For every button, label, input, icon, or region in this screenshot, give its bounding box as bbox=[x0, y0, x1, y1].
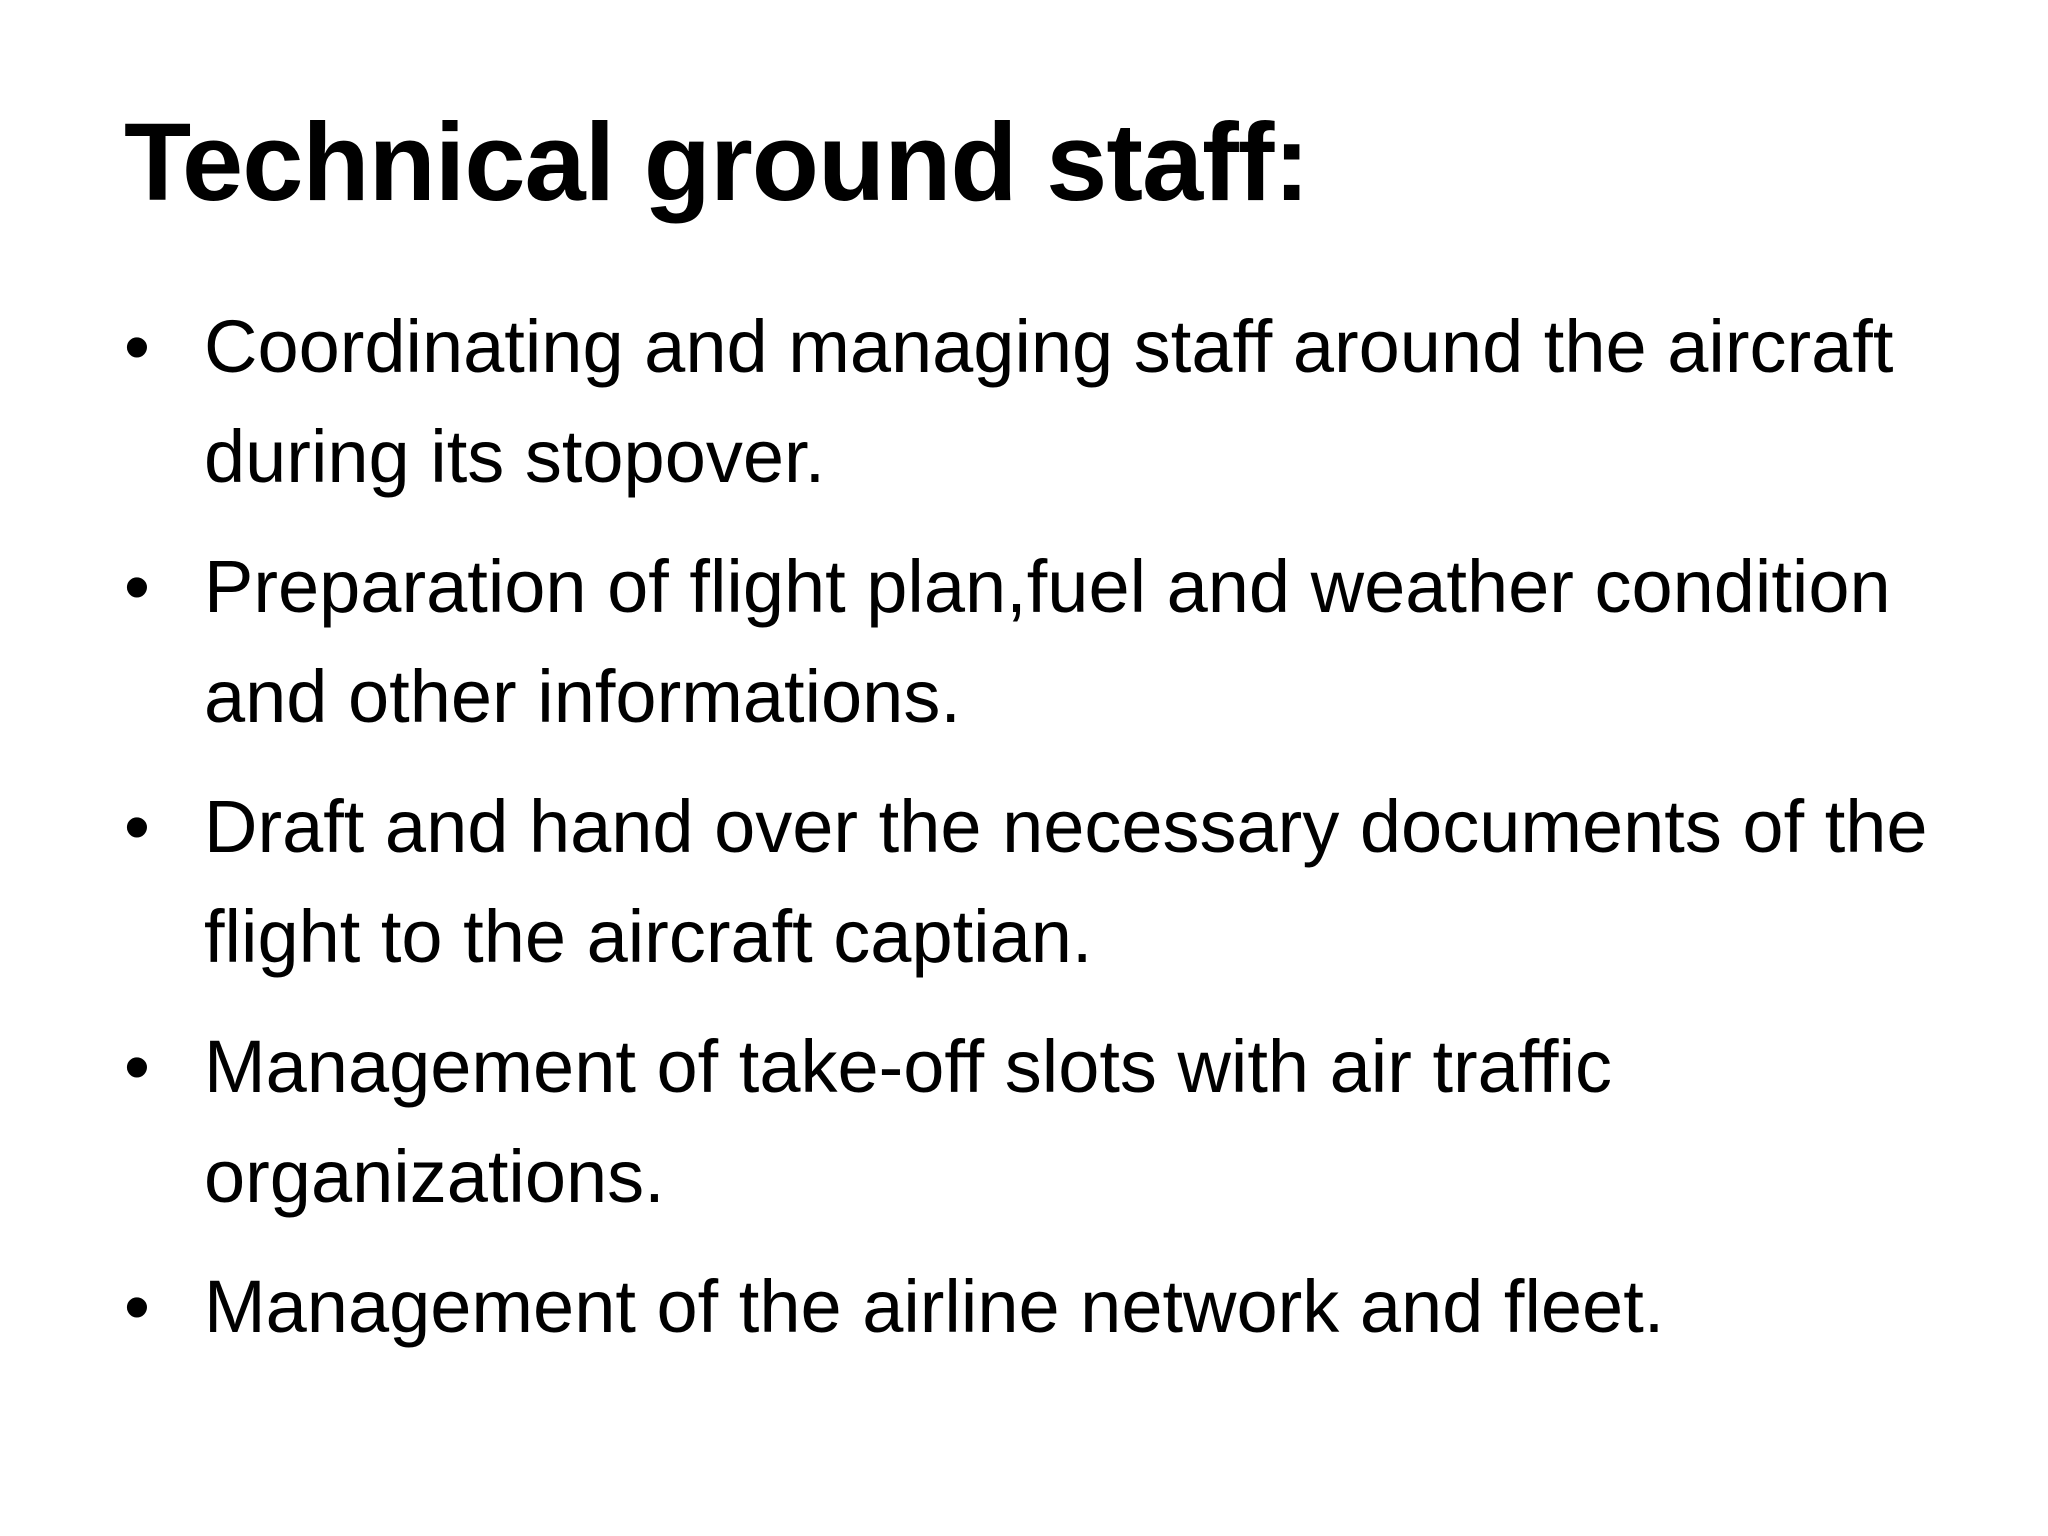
bullet-icon: • bbox=[124, 305, 150, 388]
bullet-icon: • bbox=[124, 785, 150, 868]
bullet-text: Coordinating and managing staff around the aircraft during its stopover. bbox=[204, 305, 1894, 498]
bullet-icon: • bbox=[124, 545, 150, 628]
bullet-icon: • bbox=[124, 1025, 150, 1108]
bullet-icon: • bbox=[124, 1265, 150, 1348]
bullet-text: Preparation of flight plan,fuel and weather condition and other informations. bbox=[204, 545, 1891, 738]
bullet-text: Draft and hand over the necessary documents of the flight to the aircraft captian. bbox=[204, 785, 1928, 978]
bullet-list bbox=[124, 292, 1964, 1382]
bullet-item-2 bbox=[124, 532, 1964, 752]
bullet-item-3 bbox=[124, 772, 1964, 992]
bullet-item-1 bbox=[124, 292, 1964, 512]
bullet-item-5 bbox=[124, 1252, 1964, 1362]
bullet-text: Management of the airline network and fleet. bbox=[204, 1265, 1665, 1348]
slide-title: Technical ground staff: bbox=[124, 101, 1310, 224]
bullet-item-4 bbox=[124, 1012, 1964, 1232]
bullet-text: Management of take-off slots with air traffic organizations. bbox=[204, 1025, 1613, 1218]
